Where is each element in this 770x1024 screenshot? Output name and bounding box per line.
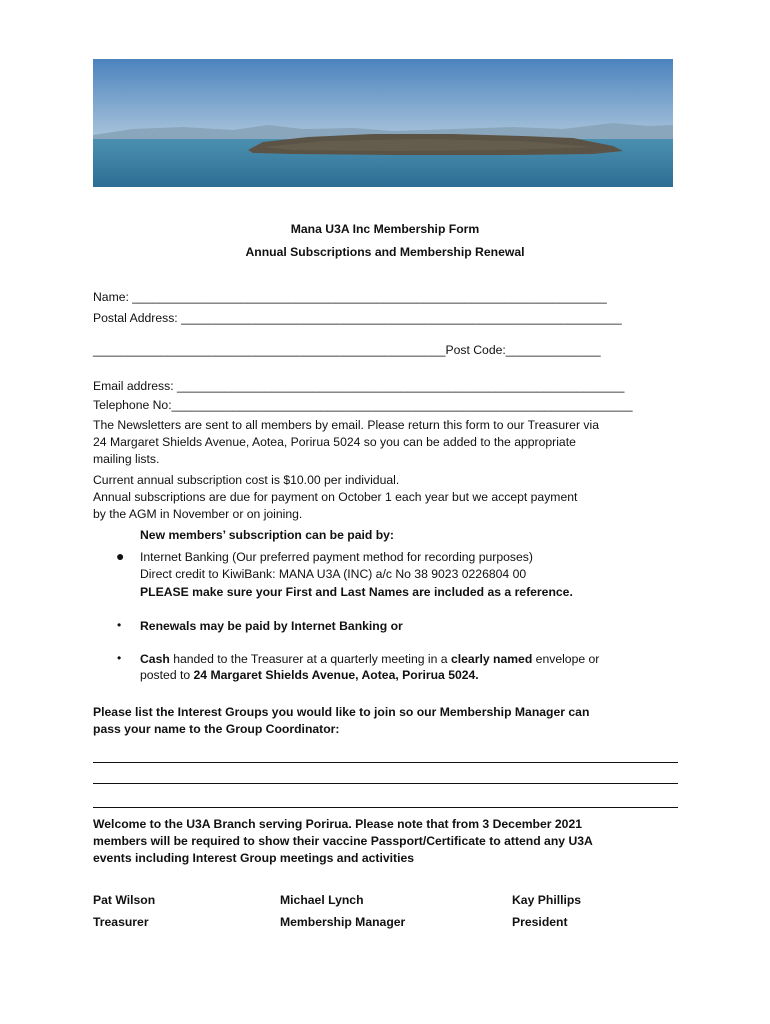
form-title: Mana U3A Inc Membership Form — [290, 222, 480, 236]
bank-line2: Direct credit to KiwiBank: MANA U3A (INC) a/c No 38 9023 0226804 00 — [140, 567, 527, 581]
newsletter-text-line1: The Newsletters are sent to all members by email. Please return this form to our Treasurer via — [93, 418, 599, 432]
treasurer-address: 24 Margaret Shields Avenue, Aotea, Porirua 5024. — [193, 668, 479, 682]
bullet-icon: • — [117, 651, 122, 665]
name-field[interactable]: Name: ______________________________________________________________________ — [93, 290, 607, 304]
form-subtitle: Annual Subscriptions and Membership Renewal — [245, 245, 525, 259]
email-field[interactable]: Email address: __________________________________________________________________ — [93, 379, 625, 393]
posted-to-text: posted to — [140, 668, 194, 682]
officer-name: Michael Lynch — [280, 893, 364, 907]
payment-heading: New members’ subscription can be paid by: — [140, 528, 394, 542]
newsletter-text-line3: mailing lists. — [93, 452, 160, 466]
cash-line2 — [140, 667, 479, 684]
cash-mid-text: handed to the Treasurer at a quarterly meeting in a — [169, 652, 451, 666]
cash-end-text: envelope or — [532, 652, 600, 666]
subscription-text-line1: Current annual subscription cost is $10.00 per individual. — [93, 473, 400, 487]
cash-line1 — [140, 651, 599, 668]
postal-address-field[interactable]: Postal Address: _________________________________________________________________ — [93, 311, 622, 325]
interest-groups-line[interactable] — [93, 783, 678, 784]
officer-role: Treasurer — [93, 915, 149, 929]
subscription-text-line3: by the AGM in November or on joining. — [93, 507, 303, 521]
bullet-icon: ● — [116, 548, 125, 564]
welcome-text-line3: events including Interest Group meetings and activities — [93, 851, 415, 865]
bullet-icon: • — [117, 618, 122, 632]
subscription-text-line2: Annual subscriptions are due for payment on October 1 each year but we accept payment — [93, 490, 578, 504]
bank-line1: Internet Banking (Our preferred payment method for recording purposes) — [140, 550, 533, 564]
officer-role: President — [512, 915, 568, 929]
officer-role: Membership Manager — [280, 915, 406, 929]
interest-text-line1: Please list the Interest Groups you would like to join so our Membership Manager can — [93, 705, 590, 719]
interest-groups-line[interactable] — [93, 762, 678, 763]
bank-line3: PLEASE make sure your First and Last Names are included as a reference. — [140, 585, 573, 599]
renewals-text: Renewals may be paid by Internet Banking or — [140, 619, 403, 633]
interest-text-line2: pass your name to the Group Coordinator: — [93, 722, 340, 736]
telephone-field[interactable]: Telephone No:____________________________________________________________________ — [93, 398, 633, 412]
banner-photo — [93, 59, 673, 187]
officer-name: Pat Wilson — [93, 893, 156, 907]
cash-label: Cash — [140, 652, 170, 666]
interest-groups-line[interactable] — [93, 807, 678, 808]
welcome-text-line2: members will be required to show their vaccine Passport/Certificate to attend any U3A — [93, 834, 593, 848]
newsletter-text-line2: 24 Margaret Shields Avenue, Aotea, Porirua 5024 so you can be added to the appropriate — [93, 435, 576, 449]
welcome-text-line1: Welcome to the U3A Branch serving Porirua. Please note that from 3 December 2021 — [93, 817, 583, 831]
postal-code-field[interactable]: ____________________________________________________Post Code:______________ — [93, 343, 601, 357]
officer-name: Kay Phillips — [512, 893, 582, 907]
clearly-named-label: clearly named — [450, 652, 533, 666]
